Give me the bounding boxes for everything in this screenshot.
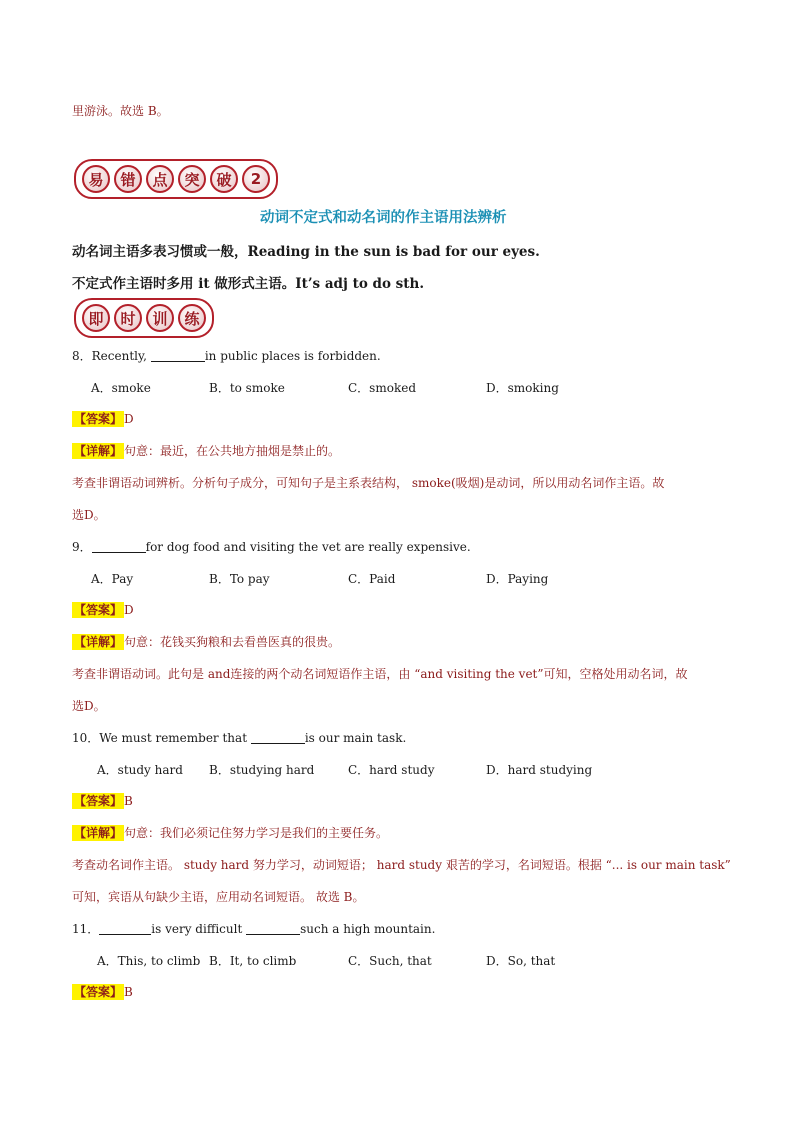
answer-line: 【答案】 D [74,603,134,617]
option: D．Paying [486,572,549,586]
answer-blank [251,731,305,744]
option: D．hard studying [486,763,593,777]
explanation: 可知，宾语从句缺少主语，应用动名词短语。 故选 B。 [72,890,365,904]
answer-blank [151,349,205,362]
explanation: 考查动名词作主语。 study hard 努力学习，动词短语； hard study 艰苦的学习，名词短语。根据 “... is our main task” [72,858,731,872]
badge-char: 突 [178,165,206,193]
answer-line: 【答案】 D [74,412,134,426]
explanation: 考查非谓语动词辨析。分析句子成分，可知句子是主系表结构， smoke(吸烟)是动词，所以用动名词作主语。故 [72,476,665,490]
answer-blank [246,922,300,935]
option: A．This, to climb [97,954,201,968]
badge-char: 2 [242,165,270,193]
explanation: 考查非谓语动词。此句是 and连接的两个动名词短语作主语，由 “and visiting the vet”可知，空格处用动名词，故 [72,667,688,681]
badge-char: 易 [82,165,110,193]
question-10-stem: 10．We must remember that is our main task. [72,731,407,745]
option: B．studying hard [209,763,315,777]
badge-char: 时 [114,304,142,332]
badge-char: 练 [178,304,206,332]
detail-line: 【详解】 句意：最近，在公共地方抽烟是禁止的。 [74,444,341,458]
option: D．So, that [486,954,556,968]
option: B．To pay [209,572,270,586]
answer-line: 【答案】 B [74,985,133,999]
badge-char: 即 [82,304,110,332]
option: C．Such, that [348,954,432,968]
explanation: 选D。 [72,699,106,713]
question-11-stem: 11． is very difficult such a high mountain. [72,922,436,936]
answer-blank [92,540,146,553]
answer-blank [99,922,151,935]
badge-char: 破 [210,165,238,193]
badge-char: 错 [114,165,142,193]
rule-gerund: 动名词主语多表习惯或一般，Reading in the sun is bad for our eyes. [72,244,540,260]
detail-line: 【详解】 句意：我们必须记住努力学习是我们的主要任务。 [74,826,389,840]
error-point-badge [74,159,278,199]
badge-char: 训 [146,304,174,332]
rule-infinitive: 不定式作主语时多用 it 做形式主语。It’s adj to do sth. [72,276,425,292]
answer-line: 【答案】 B [74,794,133,808]
detail-line: 【详解】 句意：花钱买狗粮和去看兽医真的很贵。 [74,635,341,649]
question-9-stem: 9． for dog food and visiting the vet are really expensive. [72,540,471,554]
option: C．Paid [348,572,396,586]
section-title: 动词不定式和动名词的作主语用法辨析 [260,210,507,226]
option: A．Pay [91,572,134,586]
intro-line: 里游泳。故选 B。 [72,104,169,118]
option: C．smoked [348,381,416,395]
option: D．smoking [486,381,559,395]
option: B．It, to climb [209,954,297,968]
practice-badge [74,298,214,338]
question-8-stem: 8．Recently, in public places is forbidden. [72,349,381,363]
badge-char: 点 [146,165,174,193]
option: A．smoke [91,381,151,395]
explanation: 选D。 [72,508,106,522]
option: C．hard study [348,763,435,777]
option: A．study hard [97,763,183,777]
option: B．to smoke [209,381,285,395]
